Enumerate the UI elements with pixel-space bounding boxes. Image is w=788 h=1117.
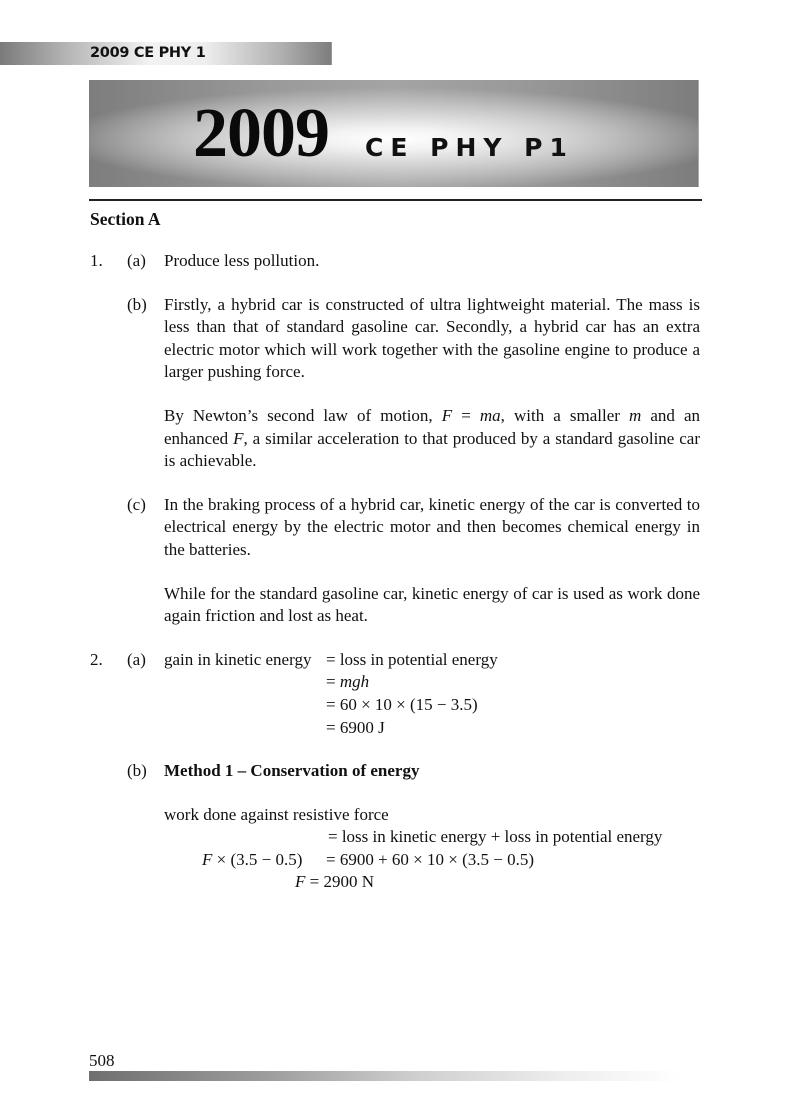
header-divider (89, 199, 702, 201)
equation-row (164, 849, 700, 872)
answer-paragraph: While for the standard gasoline car, kinetic energy of car is used as work done again friction and lost as heat. (164, 583, 700, 626)
equation-lhs: gain in kinetic energy (164, 649, 312, 669)
question-2b (90, 760, 700, 894)
title-banner (89, 80, 699, 187)
running-head-text: 2009 CE PHY 1 (90, 45, 206, 61)
equation-intro: work done against resistive force (164, 804, 389, 824)
question-1a (90, 250, 700, 273)
equation-row (164, 871, 700, 894)
banner-subtitle: CE PHY P1 (365, 133, 574, 162)
newton-law-paragraph: By Newton’s second law of motion, F = ma, with a smaller m and an enhanced F, a similar acceleration to that produced by a standard gasoline car is achievable. (164, 405, 701, 471)
banner-year: 2009 (193, 95, 329, 172)
equation-rhs: = 6900 + 60 × 10 × (3.5 − 0.5) (326, 849, 535, 869)
method-heading-row (164, 760, 700, 783)
answer-paragraph: In the braking process of a hybrid car, kinetic energy of the car is converted to electrical energy by the electric motor and then becomes chemical energy in the batteries. (164, 494, 700, 559)
question-1 (90, 250, 700, 628)
equation-result: = 6900 J (326, 717, 385, 737)
footer-bar (89, 1071, 685, 1081)
equation-row (164, 826, 700, 849)
page-number: 508 (89, 1051, 115, 1070)
equation-row (164, 804, 700, 827)
part-label: (a) (127, 649, 146, 669)
question-2 (90, 649, 700, 894)
equation-result: F = 2900 N (295, 872, 375, 892)
page-body (90, 208, 700, 894)
question-1b (90, 294, 700, 473)
question-2a (90, 649, 700, 739)
equation-rhs: = 60 × 10 × (15 − 3.5) (326, 694, 478, 714)
equation-row (164, 694, 700, 717)
equation-rhs: = loss in kinetic energy + loss in potential energy (328, 827, 663, 847)
equation-lhs: F × (3.5 − 0.5) (202, 849, 303, 869)
question-number: 2. (90, 649, 103, 669)
equation-row (164, 717, 700, 740)
equation-row (164, 671, 700, 694)
equation-rhs: = mgh (326, 672, 370, 692)
section-title: Section A (90, 209, 161, 229)
question-1c (90, 494, 700, 628)
equation-rhs: = loss in potential energy (326, 649, 498, 669)
part-label: (a) (127, 251, 146, 270)
running-head (0, 42, 332, 65)
part-label: (c) (127, 494, 146, 514)
question-number: 1. (90, 251, 103, 270)
answer-paragraph: Produce less pollution. (164, 251, 320, 270)
part-label: (b) (127, 294, 147, 314)
answer-paragraph: Firstly, a hybrid car is constructed of ultra lightweight material. The mass is less than that of standard gasoline car. Secondly, a hybrid car has an extra electric motor which will work together with the gasoline engine to produce a larger pushing force. (164, 294, 700, 382)
part-label: (b) (127, 761, 147, 781)
equation-row (164, 649, 700, 672)
method-heading: Method 1 – Conservation of energy (164, 761, 420, 781)
